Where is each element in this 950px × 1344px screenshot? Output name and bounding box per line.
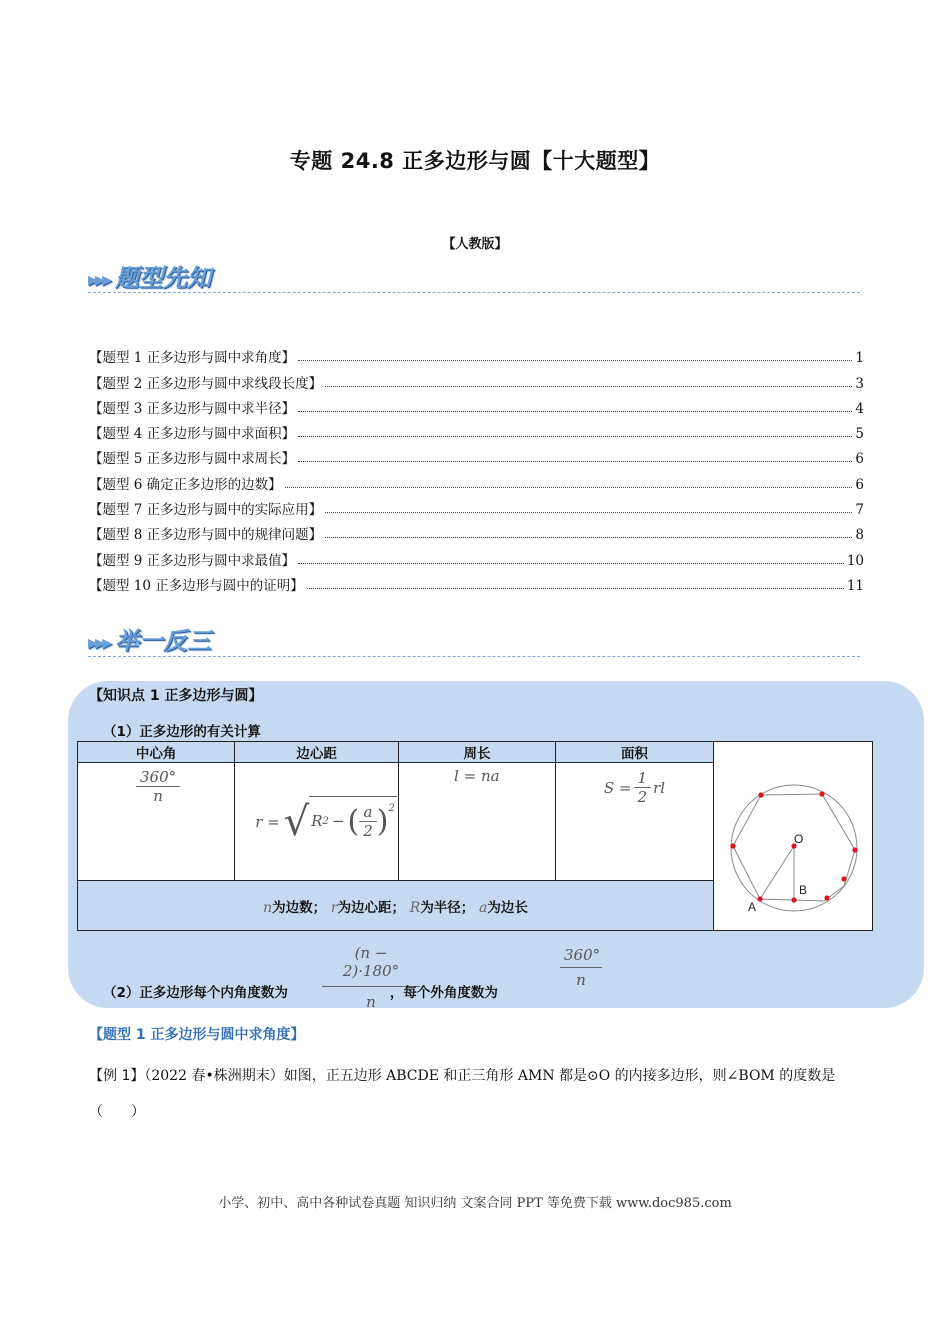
toc-row-5[interactable]: 【题型 5 正多边形与圆中求周长】 6 — [89, 451, 864, 468]
divider — [88, 656, 860, 657]
cell-area: S = $\frac{1}{2}$ rl — [555, 763, 713, 881]
label-O: O — [794, 831, 804, 846]
toc-row-4[interactable]: 【题型 4 正多边形与圆中求面积】 5 — [89, 426, 864, 443]
toc-row-7[interactable]: 【题型 7 正多边形与圆中的实际应用】 7 — [89, 502, 864, 519]
toc-row-8[interactable]: 【题型 8 正多边形与圆中的规律问题】 8 — [89, 527, 864, 544]
col-central-angle: 中心角 — [78, 742, 235, 763]
toc-row-10[interactable]: 【题型 10 正多边形与圆中的证明】 11 — [89, 577, 864, 594]
banner-arrows-icon: ▸▸▸ — [88, 267, 110, 291]
formula-table — [77, 741, 873, 931]
variable-legend: n为边数； r为边心距； R为半径； a为边长 — [263, 899, 528, 916]
col-apothem: 边心距 — [235, 742, 399, 763]
banner-toc-text: 题型先知 — [115, 264, 212, 292]
segment-OA — [760, 846, 794, 899]
col-area: 面积 — [555, 742, 713, 763]
cell-perimeter — [399, 763, 556, 881]
central-angle-denominator: n — [153, 787, 163, 805]
toc-row-2[interactable]: 【题型 2 正多边形与圆中求线段长度】 3 — [89, 375, 864, 392]
divider — [88, 292, 860, 293]
label-B: B — [799, 882, 808, 897]
polygon-figure — [714, 743, 872, 930]
knowledge-sub1: （1）正多边形的有关计算 — [103, 724, 261, 740]
label-A: A — [748, 899, 757, 914]
cell-central-angle — [78, 763, 235, 881]
knowledge-heading: 【知识点 1 正多边形与圆】 — [89, 688, 263, 704]
footer: 小学、初中、高中各种试卷真题 知识归纳 文案合同 PPT 等免费下载 www.doc985.com — [218, 1196, 732, 1211]
edition-label: 【人教版】 — [442, 237, 508, 252]
banner-practice — [88, 621, 211, 656]
central-angle-numerator: 360° — [136, 768, 180, 787]
legend-row — [78, 881, 714, 931]
example-tag: 【例 1】 — [89, 1068, 145, 1084]
col-perimeter: 周长 — [399, 742, 556, 763]
table-of-contents — [89, 341, 864, 594]
toc-row-1[interactable]: 【题型 1 正多边形与圆中求角度】 1 — [89, 350, 864, 367]
banner-toc — [88, 258, 211, 293]
type1-heading: 【题型 1 正多边形与圆中求角度】 — [89, 1027, 305, 1043]
exterior-angle-formula: $\frac{360^\circ}{n}$ — [560, 946, 602, 989]
example-source: （2022 春•株洲期末） — [144, 1068, 284, 1084]
sqrt-icon: √ — [283, 798, 310, 845]
toc-row-6[interactable]: 【题型 6 确定正多边形的边数】 6 — [89, 476, 864, 493]
toc-row-9[interactable]: 【题型 9 正多边形与圆中求最值】 10 — [89, 552, 864, 569]
knowledge-sub2: （2）正多边形每个内角度数为 ，每个外角度数为 — [103, 985, 498, 1001]
cell-apothem: r = √ R 2 − ( $\frac{a}{2}$ ) $^2$ — [235, 763, 399, 881]
figure-cell — [714, 742, 873, 931]
banner-arrows-icon: ▸▸▸ — [88, 630, 110, 654]
interior-angle-formula: $\frac{(n - 2)\cdot 180^\circ}{n}$ — [322, 944, 420, 1011]
perimeter-formula: l = na — [454, 767, 500, 785]
toc-row-3[interactable]: 【题型 3 正多边形与圆中求半径】 4 — [89, 400, 864, 417]
example-text: 如图，正五边形 ABCDE 和正三角形 AMN 都是⊙O 的内接多边形，则∠BOM 的度数是（ ） — [89, 1068, 836, 1120]
example-1 — [89, 1058, 864, 1130]
page-title: 专题 24.8 正多边形与圆【十大题型】 — [289, 149, 661, 173]
banner-practice-text: 举一反三 — [115, 627, 212, 655]
